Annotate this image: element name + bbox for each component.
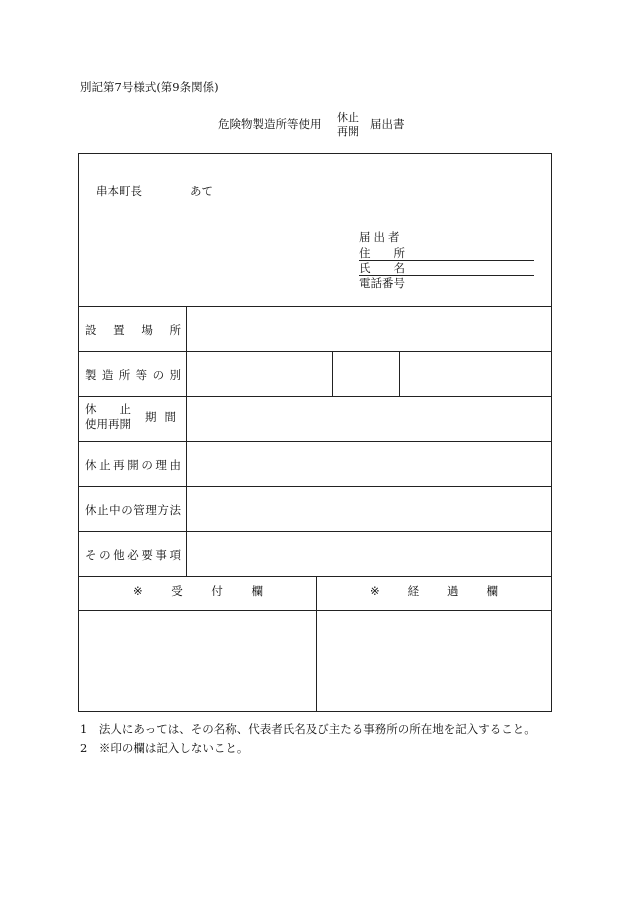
addressee-name: 串本町長	[96, 184, 142, 198]
label-char: 止	[97, 503, 109, 517]
title-option-resume: 再開	[337, 125, 359, 138]
row-label-other	[85, 547, 181, 563]
label-char: の	[152, 368, 165, 382]
row-label-facility-type	[85, 367, 181, 383]
receipt-column-header	[133, 586, 263, 598]
row-divider	[79, 396, 551, 397]
row-divider	[79, 576, 551, 577]
label-char: 項	[169, 548, 181, 562]
applicant-heading: 届出者	[359, 230, 403, 244]
label-char: 由	[169, 458, 181, 472]
label-column-divider	[186, 306, 187, 576]
period-label: 期間	[145, 410, 184, 424]
header-char: 受	[171, 584, 183, 598]
note-1: 1 法人にあっては、その名称、代表者氏名及び主たる事務所の所在地を記入すること。	[80, 722, 536, 736]
label-char: 休	[85, 458, 97, 472]
row-divider	[79, 486, 551, 487]
label-char: 所	[118, 368, 131, 382]
label-char: の	[121, 503, 133, 517]
row-divider	[79, 610, 551, 611]
header-char: 過	[447, 584, 459, 598]
row-label-management	[85, 502, 181, 518]
row-divider	[79, 531, 551, 532]
header-char: 経	[407, 584, 420, 598]
office-use-divider	[316, 576, 317, 712]
label-char: 場	[141, 323, 153, 337]
title-option-suspend: 休止	[337, 111, 359, 124]
period-option-suspend: 休 止	[85, 402, 131, 416]
label-char: 所	[169, 323, 181, 337]
label-char: 別	[169, 368, 181, 382]
row-label-reason	[85, 457, 181, 473]
label-char: 要	[141, 548, 153, 562]
label-char: 必	[127, 548, 139, 562]
row-divider	[79, 351, 551, 352]
form-table	[78, 153, 552, 712]
label-char: そ	[85, 548, 97, 562]
document-title: 危険物製造所等使用	[218, 117, 322, 131]
label-char: 置	[113, 323, 125, 337]
header-char: ※	[133, 584, 143, 598]
label-char: 事	[155, 548, 167, 562]
label-char: 方	[157, 503, 169, 517]
form-reference: 別記第7号様式(第9条関係)	[80, 80, 219, 94]
header-char: ※	[370, 584, 380, 598]
label-char: 製	[85, 368, 97, 382]
label-char: の	[99, 548, 111, 562]
label-char: 管	[133, 503, 145, 517]
label-char: 造	[101, 368, 114, 382]
label-char: の	[141, 458, 153, 472]
cell-divider	[332, 351, 333, 396]
label-char: 中	[109, 503, 121, 517]
progress-column-header	[370, 586, 498, 598]
name-label: 氏 名	[359, 261, 405, 275]
label-char: 理	[155, 458, 167, 472]
period-option-resume: 使用再開	[85, 417, 131, 431]
header-char: 欄	[486, 584, 498, 598]
addressee-suffix: あて	[190, 184, 213, 198]
header-char: 欄	[251, 584, 263, 598]
row-label-location	[85, 322, 181, 338]
row-divider	[79, 441, 551, 442]
address-label: 住 所	[359, 246, 405, 260]
label-char: 設	[85, 323, 97, 337]
title-suffix: 届出書	[370, 117, 405, 131]
label-char: 理	[145, 503, 157, 517]
label-char: 休	[85, 503, 97, 517]
row-divider	[79, 306, 551, 307]
label-char: 等	[135, 368, 148, 382]
tel-label: 電話番号	[359, 276, 405, 290]
label-char: 再	[113, 458, 125, 472]
label-char: 法	[169, 503, 181, 517]
label-char: 開	[127, 458, 139, 472]
cell-divider	[399, 351, 400, 396]
note-2: 2 ※印の欄は記入しないこと。	[80, 741, 249, 755]
label-char: 止	[99, 458, 111, 472]
header-char: 付	[211, 584, 223, 598]
label-char: 他	[113, 548, 125, 562]
